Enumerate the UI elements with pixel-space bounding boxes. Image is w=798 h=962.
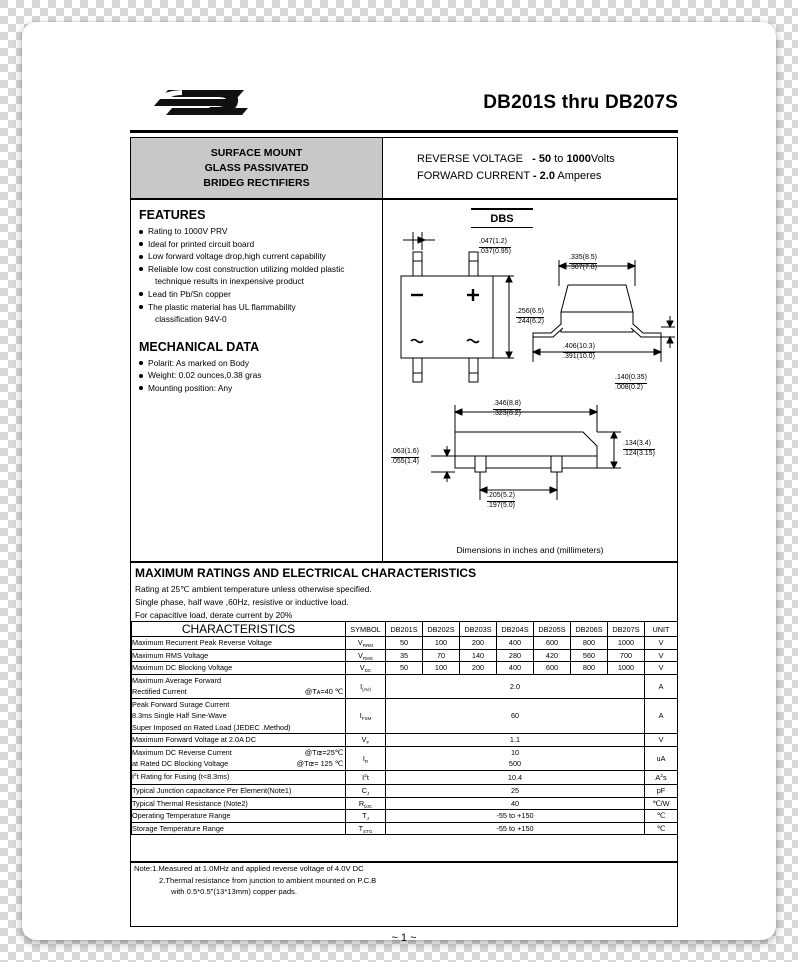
col-db206s: DB206S xyxy=(571,622,608,637)
list-item: Lead tin Pb/Sn copper xyxy=(139,288,376,301)
col-unit: UNIT xyxy=(645,622,678,637)
forward-current-line xyxy=(417,168,677,185)
ratings-title: MAXIMUM RATINGS AND ELECTRICAL CHARACTERISTICS xyxy=(135,566,477,580)
table-row xyxy=(132,662,678,675)
list-item: Low forward voltage drop,high current capability xyxy=(139,250,376,263)
row-value: 100 xyxy=(423,662,460,675)
col-db204s: DB204S xyxy=(497,622,534,637)
fc-unit: Amperes xyxy=(557,170,602,182)
dim-side-height: .134(3.4) .124(3.15) xyxy=(623,440,655,457)
row-symbol: $V_{RRM}$ xyxy=(346,637,386,650)
row-symbol: $I_{FSM}$ xyxy=(346,698,386,734)
col-symbol: SYMBOL xyxy=(346,622,386,637)
dim-lead-span: .406(10.3) .391(10.0) xyxy=(563,343,595,360)
table-row xyxy=(132,674,678,698)
row-value: 1000 xyxy=(608,662,645,675)
col-characteristics: CHARACTERISTICS xyxy=(132,622,346,637)
row-value: 400 xyxy=(497,662,534,675)
list-item: classification 94V-0 xyxy=(155,314,227,325)
page-number: ~ 1 ~ xyxy=(391,932,417,944)
row-name: Maximum RMS Voltage xyxy=(132,649,346,662)
row-value: 200 xyxy=(460,662,497,675)
rv-max: 1000 xyxy=(566,153,591,165)
rv-dash: - xyxy=(532,153,536,165)
mechanical-data-title: MECHANICAL DATA xyxy=(139,339,260,354)
list-item: Polarit: As marked on Body xyxy=(139,357,376,370)
row-value: 700 xyxy=(608,649,645,662)
page-card xyxy=(22,22,776,944)
dim-foot-thickness: .140(0.35) .008(0.2) xyxy=(615,374,647,391)
table-row xyxy=(132,649,678,662)
table-row xyxy=(132,785,678,798)
row-value: 100 xyxy=(423,637,460,650)
ratings-note-1: Rating at 25℃ ambient temperature unless otherwise specified. xyxy=(135,583,372,594)
dim-side-width: .346(8.8) .323(8.2) xyxy=(493,400,522,417)
row-value: 400 xyxy=(497,637,534,650)
row-symbol: $V_{RMS}$ xyxy=(346,649,386,662)
list-item: The plastic material has UL flammability xyxy=(139,301,376,314)
row-value-span: -55 to +150 xyxy=(386,822,645,835)
fc-dash: - xyxy=(532,170,537,182)
sep-logo-icon xyxy=(152,86,250,120)
row-value: 50 xyxy=(386,637,423,650)
row-unit: V xyxy=(645,734,678,747)
dimensions-caption: Dimensions in inches and (millimeters) xyxy=(456,545,604,555)
list-item: Reliable low cost construction utilizing molded plastic xyxy=(139,263,376,276)
row-value-span: 10.4 xyxy=(386,770,645,785)
row-name: Maximum Forward Voltage at 2.0A DC xyxy=(132,734,346,747)
features-list xyxy=(139,225,376,326)
list-item: Ideal for printed circuit board xyxy=(139,238,376,251)
product-type-line-2: GLASS PASSIVATED xyxy=(204,161,309,174)
reverse-voltage-line xyxy=(417,151,677,168)
row-value: 200 xyxy=(460,637,497,650)
row-value-span: 25 xyxy=(386,785,645,798)
col-db202s: DB202S xyxy=(423,622,460,637)
row-value: 420 xyxy=(534,649,571,662)
product-type-line-1: SURFACE MOUNT xyxy=(210,146,303,159)
row-value: 800 xyxy=(571,662,608,675)
row-name: Typical Thermal Resistance (Note2) xyxy=(132,797,346,810)
row-symbol: $R_{\theta JC}$ xyxy=(346,797,386,810)
col-db201s: DB201S xyxy=(386,622,423,637)
row-name: Maximum DC Reverse Current @Tɶ=25℃ at Rated DC Blocking Voltage @Tɶ= 125 ℃ xyxy=(132,746,346,770)
row-unit: $A^2s$ xyxy=(645,770,678,785)
features-title: FEATURES xyxy=(139,208,206,222)
row-symbol: $I_{(AV)}$ xyxy=(346,674,386,698)
reverse-voltage-label: REVERSE VOLTAGE xyxy=(417,153,523,165)
page-title: DB201S thru DB207S xyxy=(483,92,678,113)
row-unit: V xyxy=(645,637,678,650)
table-row xyxy=(132,637,678,650)
row-name: Maximum Recurrent Peak Reverse Voltage xyxy=(132,637,346,650)
datasheet-header xyxy=(130,84,678,134)
fc-value: 2.0 xyxy=(539,170,555,182)
list-item: Mounting position: Any xyxy=(139,382,376,395)
row-symbol: $T_J$ xyxy=(346,810,386,823)
row-value: 600 xyxy=(534,662,571,675)
note-line-1: Note:1.Measured at 1.0MHz and applied reverse voltage of 4.0V DC xyxy=(134,864,364,873)
row-value-span: 2.0 xyxy=(386,674,645,698)
row-value: 35 xyxy=(386,649,423,662)
features-and-drawing-box xyxy=(130,199,678,562)
row-unit: ℃/W xyxy=(645,797,678,810)
mechanical-data-list xyxy=(139,357,376,395)
rv-min: 50 xyxy=(538,153,552,165)
notes-box xyxy=(130,862,678,927)
table-row xyxy=(132,746,678,770)
row-unit: V xyxy=(645,649,678,662)
package-drawing-panel xyxy=(383,200,677,561)
row-name: Storage Temperature Range xyxy=(132,822,346,835)
row-unit: A xyxy=(645,674,678,698)
row-unit: A xyxy=(645,698,678,734)
row-unit: pF xyxy=(645,785,678,798)
product-type-line-3: BRIDEG RECTIFIERS xyxy=(203,176,310,189)
table-row xyxy=(132,734,678,747)
row-unit: V xyxy=(645,662,678,675)
table-header-row xyxy=(132,622,678,637)
row-value-span: 10 500 xyxy=(386,746,645,770)
table-row xyxy=(132,797,678,810)
row-value-span: 40 xyxy=(386,797,645,810)
row-symbol: $C_J$ xyxy=(346,785,386,798)
row-symbol: $I_R$ xyxy=(346,746,386,770)
maximum-ratings-box xyxy=(130,562,678,862)
table-row xyxy=(132,698,678,734)
rv-unit: Volts xyxy=(590,153,615,165)
row-value: 1000 xyxy=(608,637,645,650)
datasheet-sheet xyxy=(130,84,678,944)
row-symbol: $T_{STG}$ xyxy=(346,822,386,835)
product-summary-box xyxy=(130,137,678,199)
forward-current-label: FORWARD CURRENT xyxy=(417,170,530,182)
rv-to: to xyxy=(554,153,564,165)
row-unit: uA xyxy=(645,746,678,770)
table-row xyxy=(132,822,678,835)
table-row xyxy=(132,810,678,823)
row-value: 50 xyxy=(386,662,423,675)
row-name: $I^2t$ Rating for Fusing (t<8.3ms) xyxy=(132,770,346,785)
dim-lead-width: .063(1.6) .055(1.4) xyxy=(391,448,420,465)
row-unit: ℃ xyxy=(645,810,678,823)
col-db203s: DB203S xyxy=(460,622,497,637)
row-name: Maximum DC Blocking Voltage xyxy=(132,662,346,675)
ratings-note-2: Single phase, half wave ,60Hz, resistive or inductive load. xyxy=(135,596,349,607)
list-item: technique results in inexpensive product xyxy=(155,276,304,287)
row-symbol: $V_{DC}$ xyxy=(346,662,386,675)
row-name: Maximum Average Forward Rectified Current @Tᴀ=40 ℃ xyxy=(132,674,346,698)
product-ratings-cell xyxy=(383,138,677,198)
row-name: Operating Temperature Range xyxy=(132,810,346,823)
col-db207s: DB207S xyxy=(608,622,645,637)
note-line-3: with 0.5*0.5"(13*13mm) copper pads. xyxy=(171,887,297,896)
row-value: 140 xyxy=(460,649,497,662)
list-item: Weight: 0.02 ounces,0.38 gras xyxy=(139,369,376,382)
note-line-2: 2.Thermal resistance from junction to ambient mounted on P.C.B xyxy=(159,875,377,885)
features-panel xyxy=(131,200,383,561)
row-unit: ℃ xyxy=(645,822,678,835)
dim-lead-thickness: .047(1.2) .037(0.95) xyxy=(479,238,511,255)
dim-body-height: .256(6.5) .244(6.2) xyxy=(516,308,545,325)
characteristics-table xyxy=(131,621,678,835)
col-db205s: DB205S xyxy=(534,622,571,637)
row-value-span: 1.1 xyxy=(386,734,645,747)
dim-body-width: .335(8.5) .307(7.8) xyxy=(569,254,598,271)
header-divider xyxy=(130,130,678,133)
row-value: 800 xyxy=(571,637,608,650)
row-symbol: $I^2t$ xyxy=(346,770,386,785)
dim-lead-pitch: .205(5.2) .197(5.0) xyxy=(487,492,516,509)
row-value-span: -55 to +150 xyxy=(386,810,645,823)
row-symbol: $V_F$ xyxy=(346,734,386,747)
row-value: 70 xyxy=(423,649,460,662)
list-item: Rating to 1000V PRV xyxy=(139,225,376,238)
product-type-cell xyxy=(131,138,383,198)
row-name: Peak Forward Surage Current 8.3ms Single Half Sine-Wave Super Imposed on Rated Load (JEDEC .Method) xyxy=(132,698,346,734)
package-name-label: DBS xyxy=(471,208,533,228)
row-name: Typical Junction capacitance Per Element(Note1) xyxy=(132,785,346,798)
row-value: 560 xyxy=(571,649,608,662)
row-value: 600 xyxy=(534,637,571,650)
table-row xyxy=(132,770,678,785)
row-value: 280 xyxy=(497,649,534,662)
ratings-note-3: For capacitive load, derate current by 20% xyxy=(135,609,293,620)
row-value-span: 60 xyxy=(386,698,645,734)
